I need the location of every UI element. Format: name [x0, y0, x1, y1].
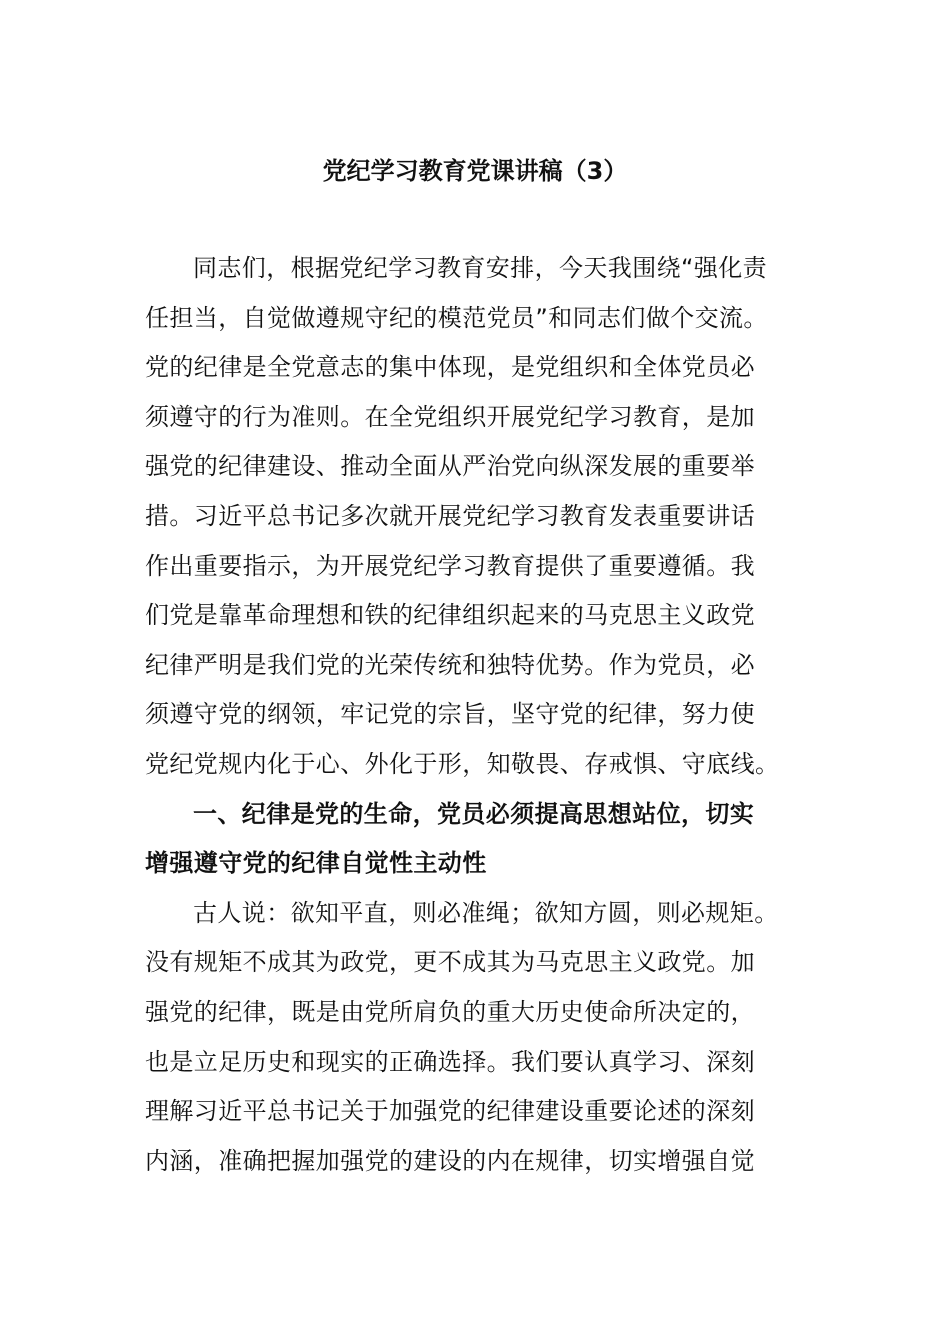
paragraph-line: 内涵，准确把握加强党的建设的内在规律，切实增强自觉	[145, 1146, 755, 1175]
paragraph-line: 强党的纪律建设、推动全面从严治党向纵深发展的重要举	[145, 452, 755, 481]
paragraph-line: 也是立足历史和现实的正确选择。我们要认真学习、深刻	[145, 1047, 755, 1076]
paragraph-line: 没有规矩不成其为政党，更不成其为马克思主义政党。加	[145, 948, 755, 977]
document-title: 党纪学习教育党课讲稿（3）	[322, 157, 628, 185]
paragraph-line: 古人说：欲知平直，则必准绳；欲知方圆，则必规矩。	[193, 898, 779, 927]
paragraph-line: 党纪党规内化于心、外化于形，知敬畏、存戒惧、守底线。	[145, 749, 780, 778]
paragraph-line: 作出重要指示，为开展党纪学习教育提供了重要遵循。我	[145, 551, 755, 580]
paragraph-line: 理解习近平总书记关于加强党的纪律建设重要论述的深刻	[145, 1097, 755, 1126]
paragraph-line: 须遵守的行为准则。在全党组织开展党纪学习教育，是加	[145, 402, 755, 431]
paragraph-line: 须遵守党的纲领，牢记党的宗旨，坚守党的纪律，努力使	[145, 700, 755, 729]
paragraph-line: 同志们，根据党纪学习教育安排，今天我围绕“强化责	[193, 254, 768, 282]
paragraph-line: 强党的纪律，既是由党所肩负的重大历史使命所决定的，	[145, 997, 755, 1026]
document-body	[145, 244, 810, 1186]
paragraph-line: 党的纪律是全党意志的集中体现，是党组织和全体党员必	[145, 353, 755, 382]
section-heading-line: 增强遵守党的纪律自觉性主动性	[145, 849, 487, 878]
section-heading-line: 一、纪律是党的生命，党员必须提高思想站位，切实	[193, 799, 755, 828]
paragraph-line: 们党是靠革命理想和铁的纪律组织起来的马克思主义政党	[145, 601, 755, 630]
paragraph-line: 纪律严明是我们党的光荣传统和独特优势。作为党员，必	[145, 650, 755, 679]
paragraph-line: 任担当，自觉做遵规守纪的模范党员”和同志们做个交流。	[145, 303, 768, 332]
paragraph-line: 措。习近平总书记多次就开展党纪学习教育发表重要讲话	[145, 501, 755, 530]
